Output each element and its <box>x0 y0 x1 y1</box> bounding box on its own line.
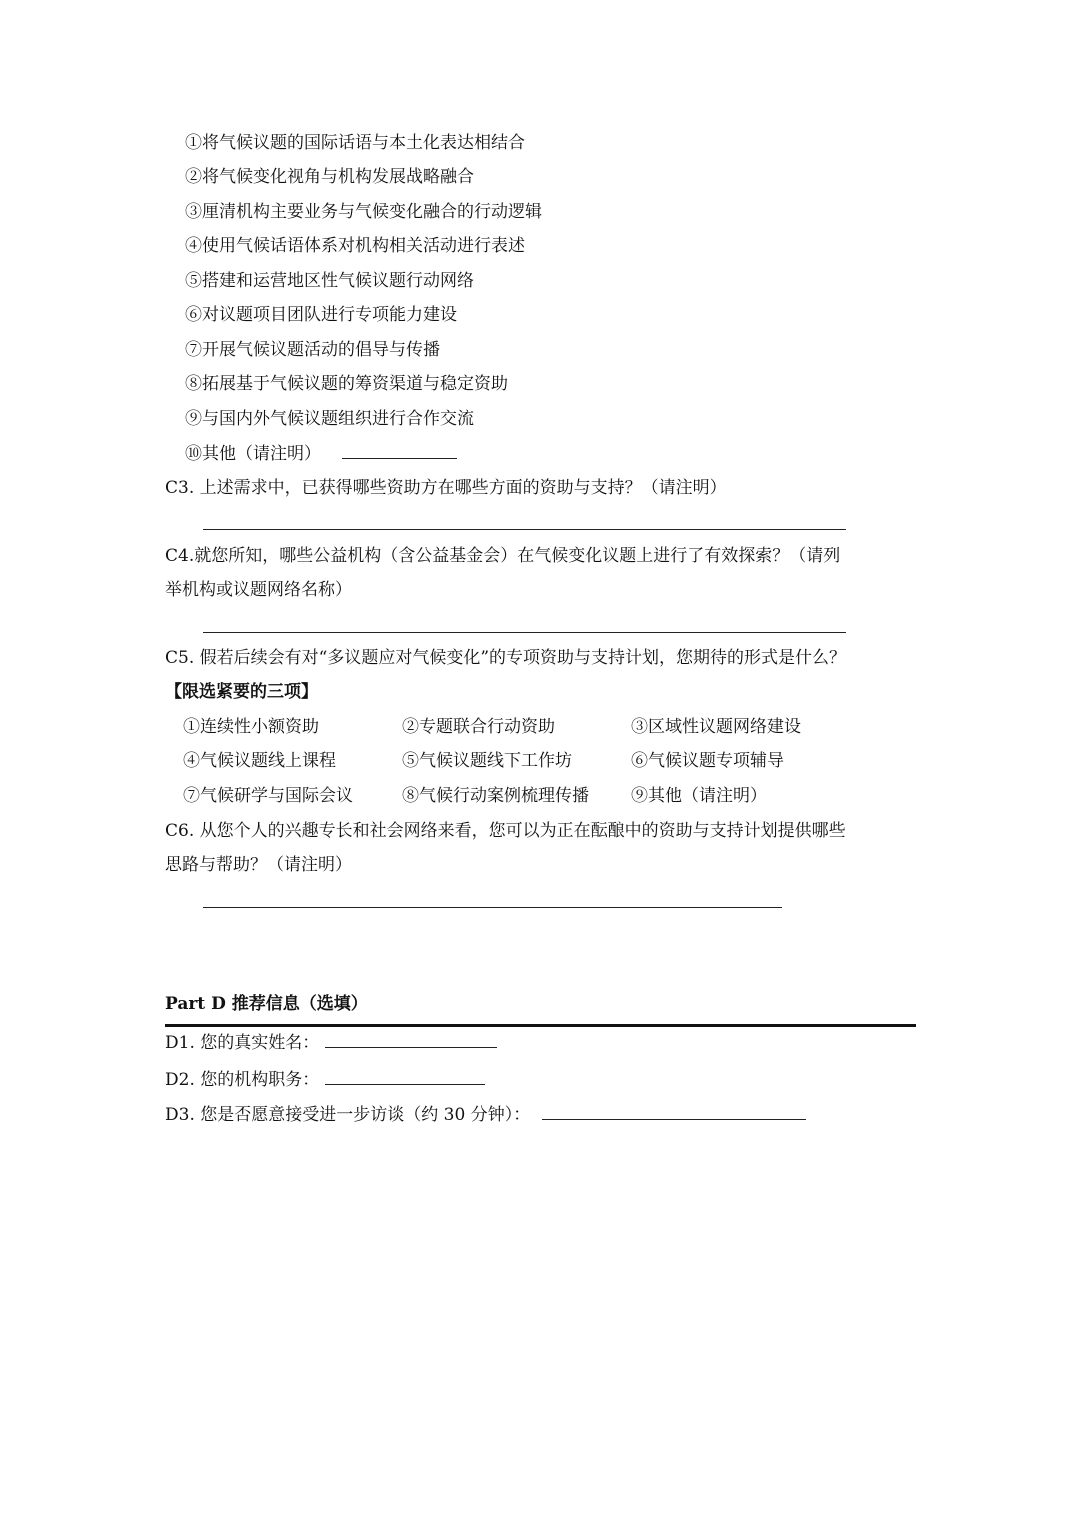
question-c5: C5. 假若后续会有对“多议题应对气候变化”的专项资助与支持计划，您期待的形式是什么？ <box>165 648 847 668</box>
field-d1 <box>165 1031 497 1054</box>
option-9: ⑨与国内外气候议题组织进行合作交流 <box>185 409 474 429</box>
c5-option-7: ⑦气候研学与国际会议 <box>183 786 353 806</box>
field-d2 <box>165 1068 485 1091</box>
option-3: ③厘清机构主要业务与气候变化融合的行动逻辑 <box>185 202 542 222</box>
question-c3: C3. 上述需求中，已获得哪些资助方在哪些方面的资助与支持？（请注明） <box>165 478 727 498</box>
option-5: ⑤搭建和运营地区性气候议题行动网络 <box>185 271 474 291</box>
question-c6-line2: 思路与帮助？（请注明） <box>165 855 352 875</box>
option-2: ②将气候变化视角与机构发展战略融合 <box>185 167 474 187</box>
option-8: ⑧拓展基于气候议题的筹资渠道与稳定资助 <box>185 374 508 394</box>
d1-name-blank[interactable] <box>325 1031 497 1048</box>
part-d-divider <box>165 1024 916 1027</box>
c5-option-6: ⑥气候议题专项辅导 <box>631 751 784 771</box>
question-c6-line1: C6. 从您个人的兴趣专长和社会网络来看，您可以为正在酝酿中的资助与支持计划提供哪些 <box>165 821 846 841</box>
option-6: ⑥对议题项目团队进行专项能力建设 <box>185 305 457 325</box>
c4-answer-line[interactable] <box>203 632 846 633</box>
option-10 <box>185 442 457 465</box>
c5-option-2: ②专题联合行动资助 <box>402 717 555 737</box>
option-10-blank[interactable] <box>342 442 457 459</box>
option-4: ④使用气候话语体系对机构相关活动进行表述 <box>185 236 525 256</box>
c5-note: 【限选紧要的三项】 <box>165 682 318 702</box>
c3-answer-line[interactable] <box>203 529 846 530</box>
c5-option-5: ⑤气候议题线下工作坊 <box>402 751 572 771</box>
d3-interview-blank[interactable] <box>542 1103 806 1120</box>
c5-option-4: ④气候议题线上课程 <box>183 751 336 771</box>
option-10-label: ⑩其他（请注明） <box>185 444 321 464</box>
d3-label: D3. 您是否愿意接受进一步访谈（约 30 分钟）： <box>165 1105 531 1125</box>
c5-option-3: ③区域性议题网络建设 <box>631 717 801 737</box>
question-c4-line2: 举机构或议题网络名称） <box>165 580 352 600</box>
c6-answer-line[interactable] <box>203 907 782 908</box>
field-d3 <box>165 1103 806 1126</box>
part-d-title: Part D 推荐信息（选填） <box>165 994 368 1014</box>
option-1: ①将气候议题的国际话语与本土化表达相结合 <box>185 133 525 153</box>
c5-option-9: ⑨其他（请注明） <box>631 786 767 806</box>
question-c4-line1: C4.就您所知，哪些公益机构（含公益基金会）在气候变化议题上进行了有效探索？（请列 <box>165 546 841 566</box>
d2-label: D2. 您的机构职务： <box>165 1070 320 1090</box>
c5-option-1: ①连续性小额资助 <box>183 717 319 737</box>
c5-option-8: ⑧气候行动案例梳理传播 <box>402 786 589 806</box>
option-7: ⑦开展气候议题活动的倡导与传播 <box>185 340 440 360</box>
d1-label: D1. 您的真实姓名： <box>165 1033 320 1053</box>
d2-position-blank[interactable] <box>325 1068 485 1085</box>
